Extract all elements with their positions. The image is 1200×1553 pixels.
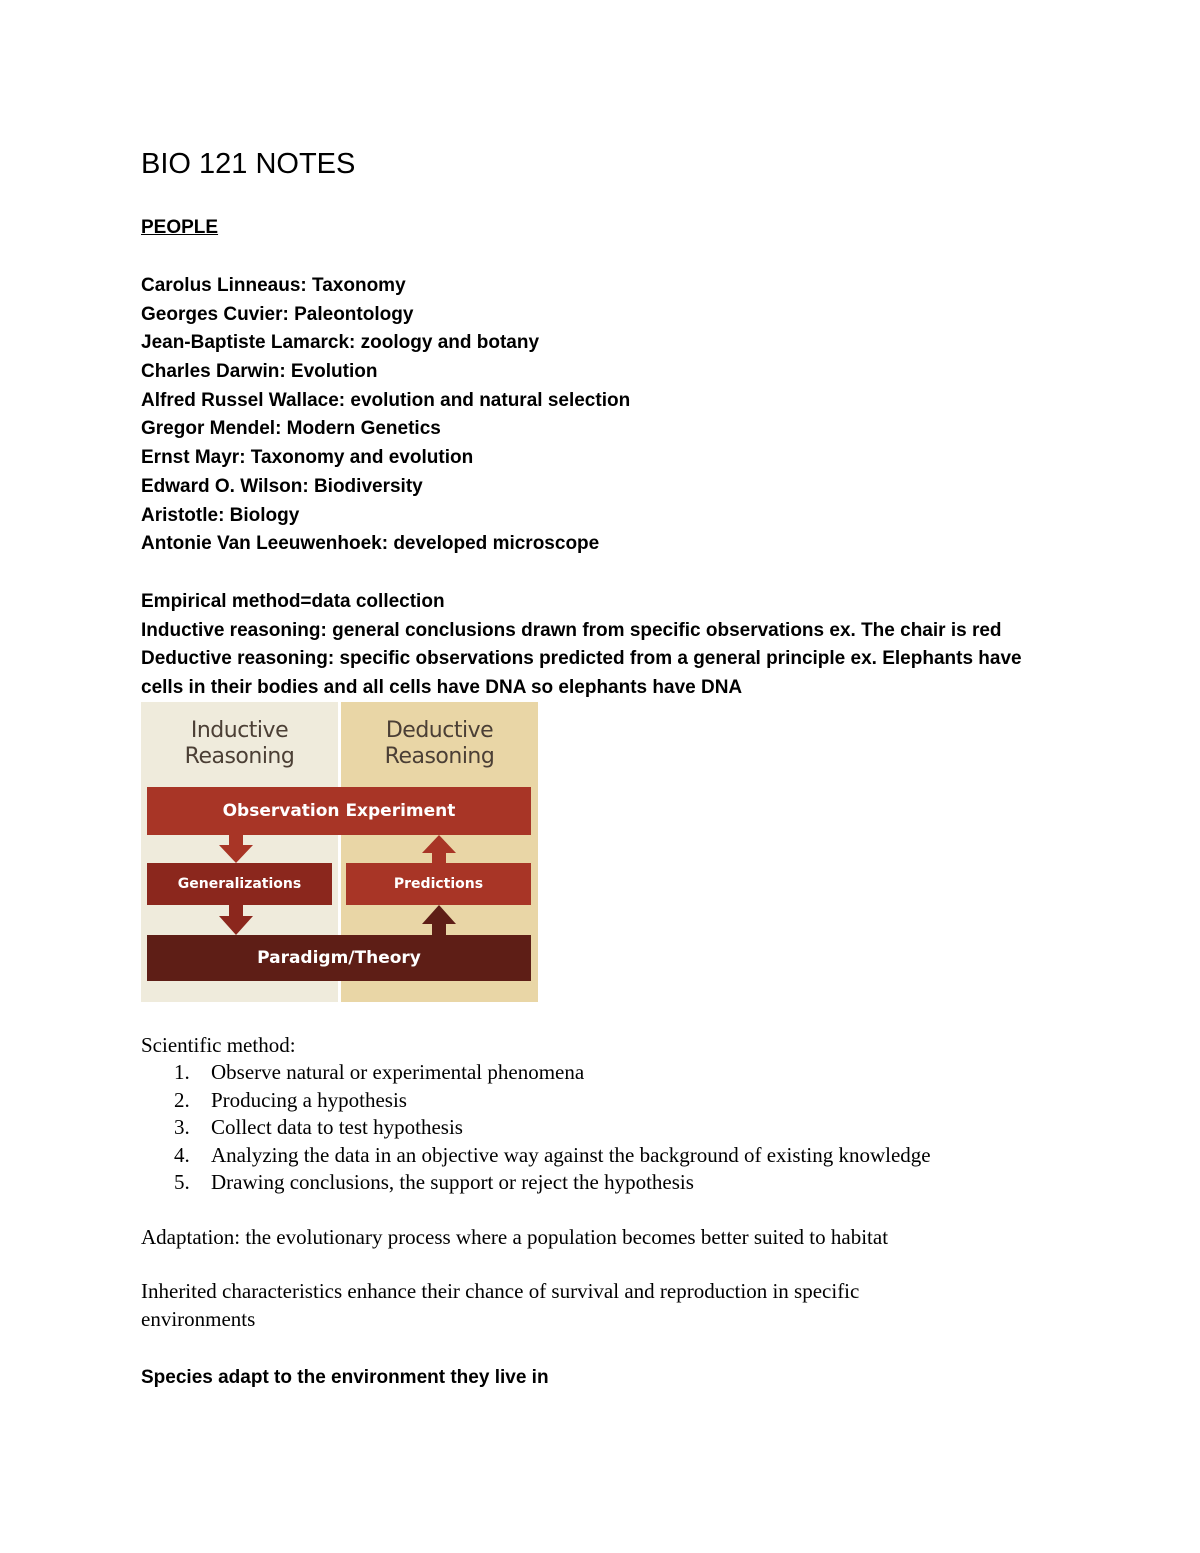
paradigm-theory-box: Paradigm/Theory [147,935,531,981]
step-text: Collect data to test hypothesis [211,1115,463,1139]
species-statement: Species adapt to the environment they live in [141,1367,549,1388]
inductive-heading [141,718,338,770]
step-number: 3. [174,1115,190,1139]
step-number: 2. [174,1087,190,1112]
inductive-heading-line1: Inductive [190,718,289,743]
observation-experiment-box: Observation Experiment [147,787,531,835]
person-entry: Georges Cuvier: Paleontology [141,303,414,325]
inherited-paragraph: Inherited characteristics enhance their chance of survival and reproduction in specific environments [141,1279,860,1331]
person-entry: Aristotle: Biology [141,504,300,526]
person-entry: Edward O. Wilson: Biodiversity [141,475,423,497]
step-number: 5. [174,1170,190,1194]
person-entry: Jean-Baptiste Lamarck: zoology and botany [141,332,540,354]
people-list [141,272,630,559]
person-entry: Antonie Van Leeuwenhoek: developed microscope [141,533,600,555]
step-number: 1. [174,1060,190,1084]
deductive-heading [341,718,538,770]
person-entry: Gregor Mendel: Modern Genetics [141,418,441,440]
inductive-reasoning-line: Inductive reasoning: general conclusions drawn from specific observations ex. The chair is red [141,619,1002,641]
deductive-heading-line2: Reasoning [384,744,495,769]
step-text: Producing a hypothesis [211,1087,407,1112]
step-text: Analyzing the data in an objective way against the background of existing knowledge [211,1142,931,1167]
arrow-up-icon [422,905,456,935]
people-heading: PEOPLE [141,217,219,238]
person-entry: Carolus Linneaus: Taxonomy [141,275,406,296]
person-entry: Ernst Mayr: Taxonomy and evolution [141,447,474,469]
empirical-method-line: Empirical method=data collection [141,591,445,612]
arrow-down-icon [219,835,253,863]
step-text: Drawing conclusions, the support or reject the hypothesis [211,1170,694,1194]
scientific-method-label: Scientific method: [141,1033,296,1057]
inductive-heading-line2: Reasoning [184,744,295,769]
adaptation-paragraph: Adaptation: the evolutionary process where a population becomes better suited to habitat [141,1225,889,1249]
deductive-heading-line1: Deductive [385,718,494,743]
predictions-box: Predictions [346,863,531,905]
person-entry: Alfred Russel Wallace: evolution and natural selection [141,389,631,411]
step-text: Observe natural or experimental phenomena [211,1060,585,1084]
arrow-up-icon [422,835,456,863]
document-title: BIO 121 NOTES [141,148,356,180]
arrow-down-icon [219,905,253,935]
person-entry: Charles Darwin: Evolution [141,361,378,383]
reasoning-section [141,588,1041,703]
reasoning-diagram [141,702,538,1002]
step-number: 4. [174,1142,190,1167]
generalizations-box: Generalizations [147,863,332,905]
deductive-reasoning-line: Deductive reasoning: specific observations predicted from a general principle ex. Elephants have cells in their bodies and all cells have DNA so elephants have DNA [141,648,1022,699]
